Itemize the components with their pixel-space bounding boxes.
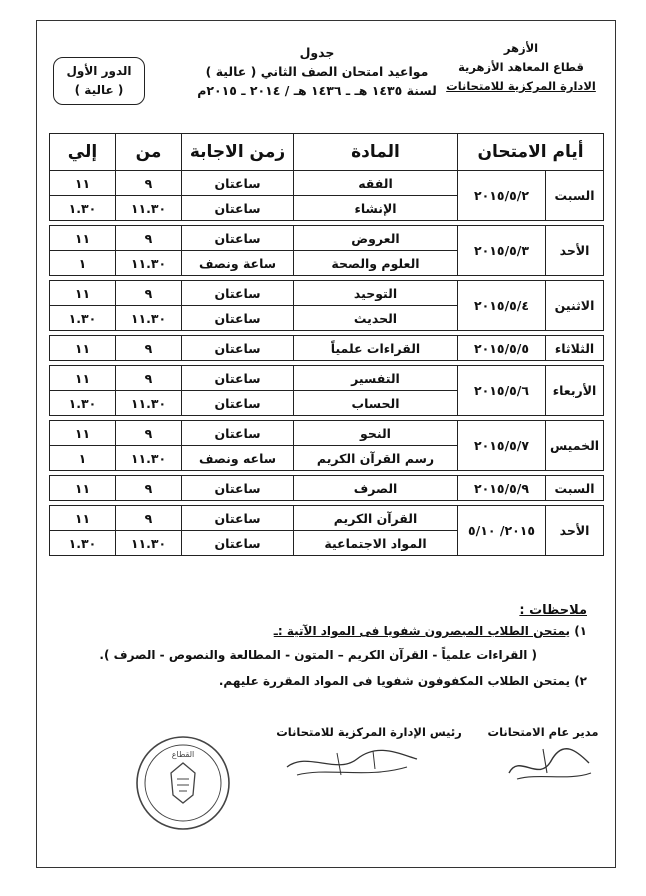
session-box: [53, 57, 145, 105]
exam-duration: ساعتان: [182, 476, 294, 501]
table-row: [50, 476, 604, 501]
exam-end-time: ١١: [50, 226, 116, 251]
exam-end-time: ١١: [50, 171, 116, 196]
exam-subject: القرآن الكريم: [294, 506, 458, 531]
signature-central-head: رئيس الإدارة المركزية للامتحانات: [276, 725, 462, 739]
exam-end-time: ١١: [50, 506, 116, 531]
note-1-number: ١): [574, 624, 587, 638]
exam-start-time: ٩: [116, 226, 182, 251]
exam-subject: الحساب: [294, 391, 458, 416]
exam-subject: رسم القرآن الكريم: [294, 446, 458, 471]
header-azhar: الأزهر: [503, 41, 539, 55]
table-row: [50, 506, 604, 531]
exam-duration: ساعتان: [182, 171, 294, 196]
exam-date: ٢٠١٥/٥/٦: [458, 366, 546, 416]
exam-duration: ساعتان: [182, 196, 294, 221]
exam-subject: العلوم والصحة: [294, 251, 458, 276]
exam-start-time: ٩: [116, 171, 182, 196]
exam-day: الأربعاء: [546, 366, 604, 416]
exam-date: ٢٠١٥/٥/٢: [458, 171, 546, 221]
exam-duration: ساعتان: [182, 281, 294, 306]
exam-start-time: ١١.٣٠: [116, 306, 182, 331]
exam-subject: القراءات علمياً: [294, 336, 458, 361]
exam-start-time: ٩: [116, 336, 182, 361]
exam-subject: النحو: [294, 421, 458, 446]
header-sector: قطاع المعاهد الأزهرية: [458, 60, 584, 74]
exam-end-time: ١.٣٠: [50, 306, 116, 331]
header-department: الادارة المركزية للامتحانات: [446, 79, 596, 93]
exam-day: الثلاثاء: [546, 336, 604, 361]
exam-date: ٢٠١٥/٥/٣: [458, 226, 546, 276]
exam-schedule-table: [49, 133, 604, 556]
exam-day: الأحد: [546, 226, 604, 276]
exam-end-time: ١١: [50, 336, 116, 361]
exam-date: ٢٠١٥/٥/٩: [458, 476, 546, 501]
exam-end-time: ١.٣٠: [50, 391, 116, 416]
exam-duration: ساعتان: [182, 366, 294, 391]
exam-subject: التوحيد: [294, 281, 458, 306]
exam-end-time: ١١: [50, 476, 116, 501]
table-body: [50, 171, 604, 556]
notes-title: ملاحظات :: [519, 603, 587, 618]
exam-date: ٢٠١٥/٥/٤: [458, 281, 546, 331]
session-level: ( عالية ): [74, 83, 124, 97]
note-1: [67, 621, 587, 641]
table-row: [50, 226, 604, 251]
document-subtitle: مواعيد امتحان الصف الثاني ( عالية ): [205, 64, 429, 79]
document-year: لسنة ١٤٣٥ هـ ـ ١٤٣٦ هـ / ٢٠١٤ ـ ٢٠١٥م: [197, 83, 437, 98]
exam-duration: ساعتان: [182, 391, 294, 416]
header-duration: زمن الاجابة: [182, 134, 294, 171]
official-stamp-seal: [133, 733, 233, 833]
exam-start-time: ٩: [116, 281, 182, 306]
exam-subject: الحديث: [294, 306, 458, 331]
table-header-row: [50, 134, 604, 171]
exam-duration: ساعة ونصف: [182, 251, 294, 276]
exam-start-time: ١١.٣٠: [116, 446, 182, 471]
exam-subject: التفسير: [294, 366, 458, 391]
exam-end-time: ١: [50, 251, 116, 276]
exam-start-time: ١١.٣٠: [116, 391, 182, 416]
exam-end-time: ١.٣٠: [50, 531, 116, 556]
exam-day: السبت: [546, 171, 604, 221]
document-title: جدول: [299, 45, 335, 60]
exam-start-time: ٩: [116, 476, 182, 501]
table-row: [50, 336, 604, 361]
exam-day: الخميس: [546, 421, 604, 471]
exam-duration: ساعتان: [182, 226, 294, 251]
table-row: [50, 421, 604, 446]
exam-end-time: ١١: [50, 421, 116, 446]
exam-start-time: ٩: [116, 366, 182, 391]
header-from: من: [116, 134, 182, 171]
notes-section: [67, 601, 587, 691]
exam-duration: ساعتان: [182, 506, 294, 531]
note-2-number: ٢): [574, 674, 587, 688]
note-2: [67, 671, 587, 691]
header-title-block: [157, 43, 477, 100]
exam-duration: ساعتان: [182, 336, 294, 361]
exam-date: ٢٠١٥/٥/٧: [458, 421, 546, 471]
note-1-text: يمتحن الطلاب المبصرون شفويا فى المواد الآتية :ـ: [273, 624, 570, 638]
exam-subject: الفقه: [294, 171, 458, 196]
header-days: أيام الامتحان: [458, 134, 604, 171]
header-to: إلي: [50, 134, 116, 171]
exam-date: ٢٠١٥/٥/٥: [458, 336, 546, 361]
exam-duration: ساعتان: [182, 306, 294, 331]
exam-subject: الصرف: [294, 476, 458, 501]
exam-day: السبت: [546, 476, 604, 501]
document-page: [36, 20, 616, 868]
note-1-list: ( القراءات علمياً - القرآن الكريم – المتون - المطالعة والنصوص - الصرف ).: [99, 648, 537, 662]
exam-start-time: ٩: [116, 506, 182, 531]
header-subject: المادة: [294, 134, 458, 171]
exam-subject: العروض: [294, 226, 458, 251]
svg-text:القطاع: القطاع: [171, 750, 195, 759]
note-2-text: يمتحن الطلاب المكفوفون شفويا فى المواد المقررة عليهم.: [218, 674, 570, 688]
exam-subject: الإنشاء: [294, 196, 458, 221]
exam-day: الاثنين: [546, 281, 604, 331]
handwritten-signature-head: [277, 745, 427, 785]
exam-start-time: ١١.٣٠: [116, 251, 182, 276]
session-label: الدور الأول: [66, 64, 132, 78]
exam-start-time: ١١.٣٠: [116, 196, 182, 221]
exam-subject: المواد الاجتماعية: [294, 531, 458, 556]
exam-start-time: ٩: [116, 421, 182, 446]
exam-date: ٢٠١٥/ ٥/١٠: [458, 506, 546, 556]
exam-end-time: ١١: [50, 281, 116, 306]
table-row: [50, 366, 604, 391]
exam-end-time: ١: [50, 446, 116, 471]
table-row: [50, 281, 604, 306]
exam-start-time: ١١.٣٠: [116, 531, 182, 556]
exam-duration: ساعتان: [182, 531, 294, 556]
exam-end-time: ١١: [50, 366, 116, 391]
table-row: [50, 171, 604, 196]
exam-duration: ساعه ونصف: [182, 446, 294, 471]
exam-end-time: ١.٣٠: [50, 196, 116, 221]
handwritten-signature-director: [499, 743, 599, 787]
exam-duration: ساعتان: [182, 421, 294, 446]
signature-director: مدير عام الامتحانات: [487, 725, 599, 739]
exam-day: الأحد: [546, 506, 604, 556]
